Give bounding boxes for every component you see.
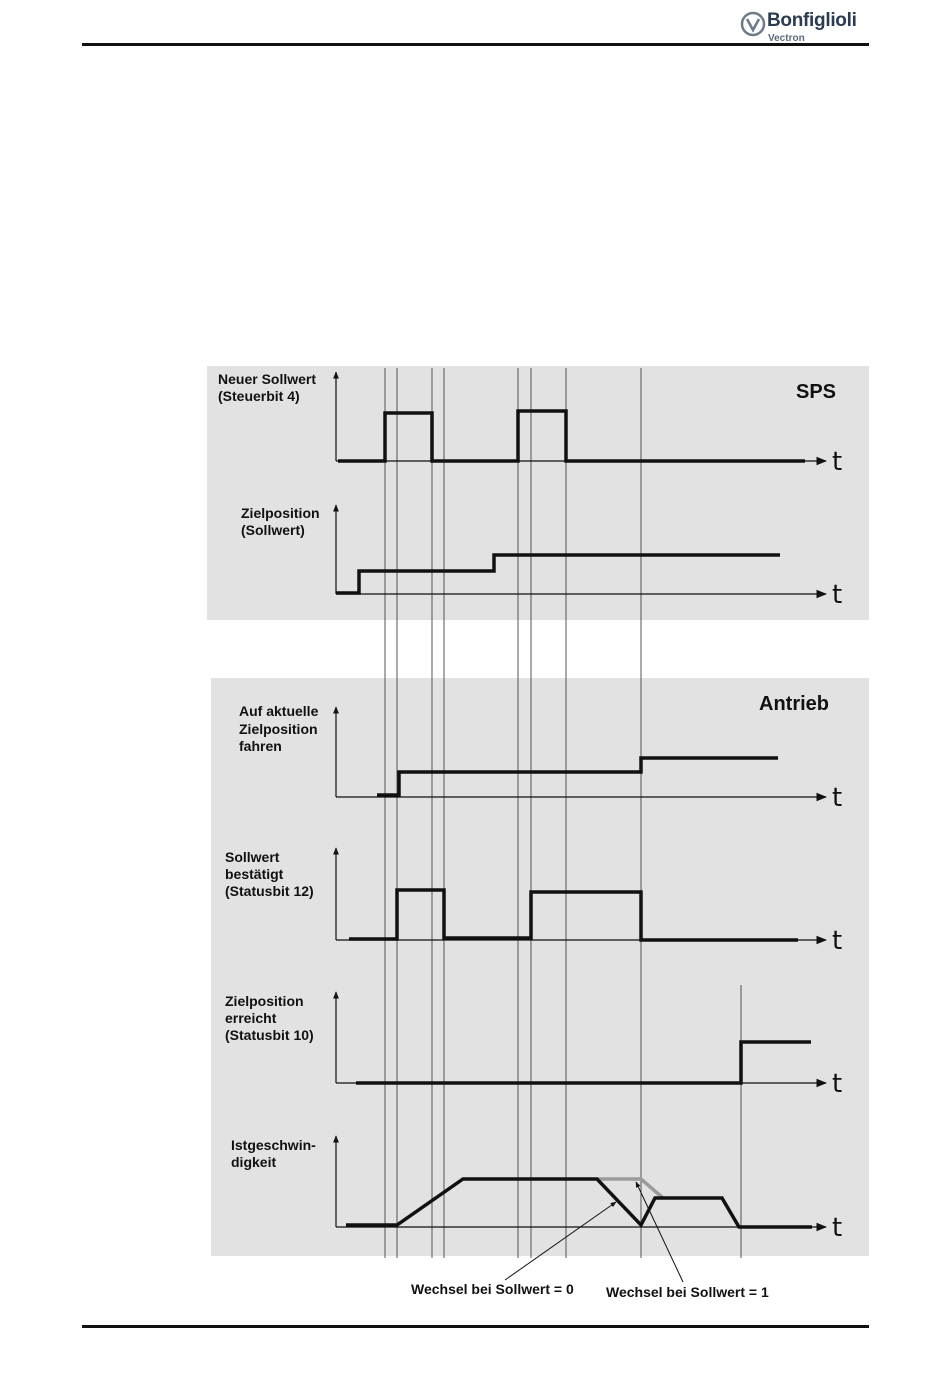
sps-panel bbox=[207, 366, 869, 620]
signal-label-line: erreicht bbox=[225, 1010, 277, 1026]
time-axis-label: t bbox=[832, 1069, 843, 1099]
signal-label-line: fahren bbox=[239, 738, 282, 754]
signal-label-line: (Statusbit 12) bbox=[225, 883, 314, 899]
signal-label-line: bestätigt bbox=[225, 866, 284, 882]
annotation-change-at-1: Wechsel bei Sollwert = 1 bbox=[606, 1284, 769, 1300]
brand-sub: Vectron bbox=[768, 33, 805, 44]
antrieb-panel bbox=[211, 678, 869, 1256]
antrieb-panel-title: Antrieb bbox=[759, 693, 829, 715]
annotation-change-at-0: Wechsel bei Sollwert = 0 bbox=[411, 1281, 574, 1297]
signal-label-line: (Steuerbit 4) bbox=[218, 388, 300, 404]
signal-label-line: (Sollwert) bbox=[241, 522, 305, 538]
signal-label-line: Auf aktuelle bbox=[239, 703, 319, 719]
time-axis-label: t bbox=[832, 1213, 843, 1243]
time-axis-label: t bbox=[832, 580, 843, 610]
signal-label-line: Zielposition bbox=[241, 505, 320, 521]
signal-label-line: Neuer Sollwert bbox=[218, 371, 317, 387]
signal-label-line: Zielposition bbox=[239, 721, 318, 737]
time-axis-label: t bbox=[832, 783, 843, 813]
time-axis-label: t bbox=[832, 926, 843, 956]
signal-label-line: Istgeschwin- bbox=[231, 1137, 316, 1153]
signal-label-line: digkeit bbox=[231, 1154, 277, 1170]
time-axis-label: t bbox=[832, 447, 843, 477]
sps-panel-title: SPS bbox=[796, 381, 837, 403]
signal-label-line: Sollwert bbox=[225, 849, 280, 865]
signal-label-line: (Statusbit 10) bbox=[225, 1027, 314, 1043]
brand-name: Bonfiglioli bbox=[767, 10, 857, 31]
signal-label-line: Zielposition bbox=[225, 993, 304, 1009]
